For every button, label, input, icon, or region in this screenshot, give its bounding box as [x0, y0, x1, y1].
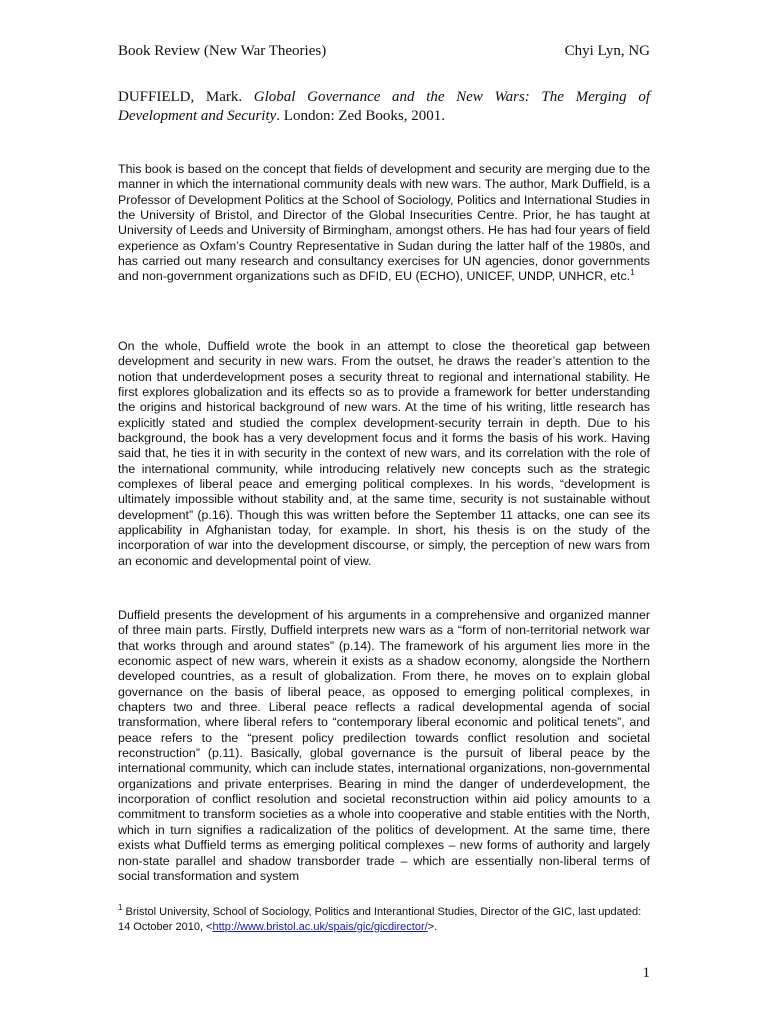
page-number: 1 — [642, 965, 650, 981]
page-header — [118, 43, 650, 60]
paragraph-arguments — [118, 608, 650, 884]
paragraph-text: This book is based on the concept that fields of development and security are merging due to the manner in which the international community deals with new wars. The author, Mark Duffield, is a Professor of Development Politics at the School of Sociology, Politics and International Studies in the University of Bristol, and Director of the Global Insecurities Centre. Prior, he has taught at University of Leeds and University of Birmingham, amongst others. He has had four years of field experience as Oxfam’s Country Representative in Sudan during the latter half of the 1980s, and has carried out many research and consultancy exercises for UN agencies, donor governments and non-government organizations such as DFID, EU (ECHO), UNICEF, UNDP, UNHCR, etc. — [118, 162, 650, 284]
citation-publisher: . London: Zed Books, 2001. — [276, 108, 446, 124]
header-title: Book Review (New War Theories) — [118, 43, 327, 59]
footnote-reference[interactable]: 1 — [630, 268, 635, 278]
header-author: Chyi Lyn, NG — [564, 43, 650, 59]
footnote-text: Bristol University, School of Sociology, Politics and Interantional Studies, Director of the GIC, last updated: 14 October 2010, < — [118, 906, 642, 933]
book-citation — [118, 88, 650, 126]
citation-author: DUFFIELD, Mark. — [118, 89, 243, 105]
citation-title: Global Governance and the New Wars: The Merging of Development and Security — [118, 89, 650, 124]
paragraph-intro — [118, 162, 650, 285]
paragraph-text: On the whole, Duffield wrote the book in an attempt to close the theoretical gap between development and security in new wars. From the outset, he draws the reader’s attention to the notion that underdevelopment poses a security threat to regional and international stability. He first explores globalization and its effects so as to provide a framework for better understanding the origins and historical background of new wars. At the time of his writing, little research has explicitly stated and studied the complex development-security terrain in depth. Due to his background, the book has a very development focus and it forms the basis of his work. Having said that, he ties it in with security in the context of new wars, and its correlation with the role of the international community, while introducing relatively new concepts such as the strategic complexes of liberal peace and emerging political complexes. In his words, “development is ultimately impossible without stability and, at the same time, security is not sustainable without development” (p.16). Though this was written before the September 11 attacks, one can see its applicability in Afghanistan today, for example. In short, his thesis is on the study of the incorporation of war into the development discourse, or simply, the perception of new wars from an economic and developmental point of view. — [118, 339, 650, 568]
footnote-marker: 1 — [118, 903, 123, 912]
footnote-link[interactable]: http://www.bristol.ac.uk/spais/gic/gicdirector/ — [212, 921, 428, 933]
footnote — [118, 905, 650, 935]
footnote-after: >. — [427, 921, 438, 933]
paragraph-overview — [118, 339, 650, 569]
paragraph-text: Duffield presents the development of his arguments in a comprehensive and organized manner of three main parts. Firstly, Duffield interprets new wars as a “form of non-territorial network war that works through and around states” (p.14). The framework of his argument lies more in the economic aspect of new wars, wherein it exists as a shadow economy, alongside the Northern developed countries, as a result of globalization. From there, he moves on to explain global governance on the basis of liberal peace, as opposed to emerging political complexes, in chapters two and three. Liberal peace reflects a radical developmental agenda of social transformation, where liberal refers to “contemporary liberal economic and political tenets”, and peace refers to the “present policy predilection towards conflict resolution and societal reconstruction” (p.11). Basically, global governance is the pursuit of liberal peace by the international community, which can include states, international organizations, non-governmental organizations and private enterprises. Bearing in mind the danger of underdevelopment, the incorporation of conflict resolution and societal reconstruction within aid policy amounts to a commitment to transform societies as a whole into cooperative and stable entities with the North, which in turn signifies a radicalization of the politics of development. At the same time, there exists what Duffield terms as emerging political complexes – new forms of authority and largely non-state parallel and shadow transborder trade – which are essentially non-liberal terms of social transformation and system — [118, 608, 650, 883]
